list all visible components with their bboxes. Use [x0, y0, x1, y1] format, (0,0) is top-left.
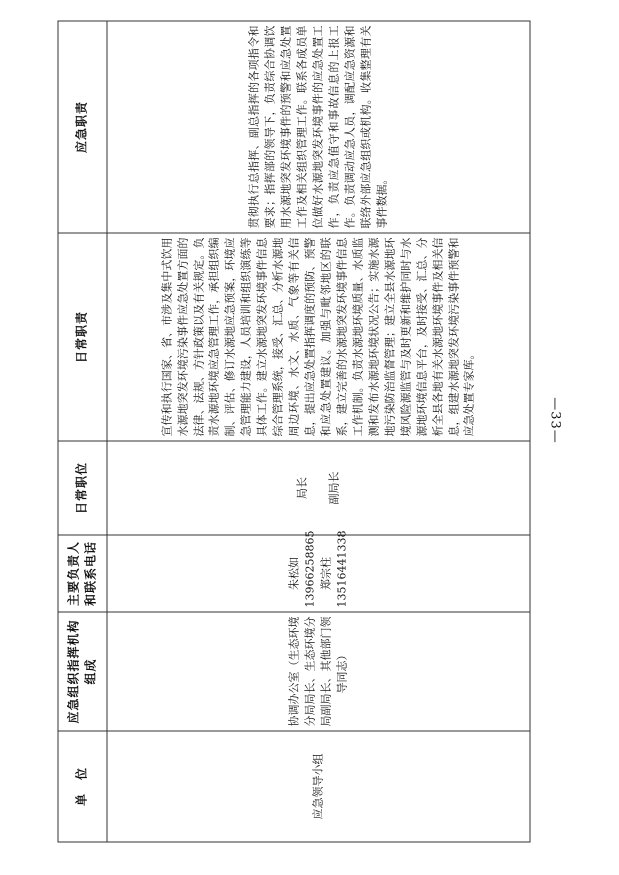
emergency-organization-table — [58, 21, 531, 843]
header-daily-duty: 日常职责 — [58, 233, 107, 441]
header-unit: 单 位 — [58, 731, 107, 842]
cell-org: 协调办公室（生态环境分局局长、生态环境分局副局长、其他部门领导同志） — [107, 612, 530, 731]
position-1: 局长 — [295, 477, 309, 499]
cell-unit: 应急领导小组 — [107, 731, 530, 842]
table-header-row — [58, 21, 107, 842]
position-2: 副局长 — [327, 471, 341, 505]
cell-daily-duty: 宣传和执行国家、省、市涉及集中式饮用水源地突发环境污染事件应急处置方面的法律、法规、方针政策以及有关规定。负责水源地环境应急管理工作，承担组织编制、评估、修订水源地应急预案，环境应急管理能力建设，人员培训和组织演练等具体工作。建立水源地突发环境事件信息综合管理系统，接受、汇总、分析水源地周边环境、水文、水质、气象等有关信息，提出应急处置指挥调度的预防、预警和应急处置建议。加强与毗邻地区的联系，建立完善的水源地突发环境事件信息工作机制。负责水源地环境质量、水质监测和发布水源地环境状况公告；实施水源地污染防治监督管理；建立全县水源地环境风险源监管与及时更新和维护同时与水源地环境信息平台，及时接受、汇总、分析全县各地有关水源地环境事件及相关信息，组建水源地突发环境污染事件预警和应急处置专家库。 — [107, 233, 530, 441]
page-number-container — [545, 0, 567, 875]
cell-position — [107, 441, 530, 535]
person-phone-1: 13966258865 — [303, 530, 317, 608]
person-name-2: 郑宗柱 — [319, 557, 333, 590]
person-name-1: 朱松如 — [287, 557, 301, 590]
table-row — [107, 21, 530, 842]
cell-person — [107, 530, 530, 612]
header-emergency-duty: 应急职责 — [58, 21, 107, 233]
cell-emergency-duty: 贯彻执行总指挥、副总指挥的各项指令和要求；指挥部的领导下，负责综合协调饮用水源地突发环境事件的预警和应急处置工作及相关组织管理工作。联系各成员单位做好水源地突发环境事件的应急处置工作，负责应急值守和事故信息的上报工作。负责调动应急人员，调配应急资源和联络外部应急组织或机构。收集整理有关事件数据。 — [107, 21, 530, 233]
header-person: 主要负责人和联系电话 — [58, 535, 107, 612]
header-org: 应急组织指挥机构组成 — [58, 612, 107, 731]
person-phone-2: 13516441338 — [335, 530, 349, 608]
rotated-table-wrapper — [57, 20, 530, 842]
header-position: 日常职位 — [58, 441, 107, 535]
page-number: —33— — [547, 397, 563, 444]
